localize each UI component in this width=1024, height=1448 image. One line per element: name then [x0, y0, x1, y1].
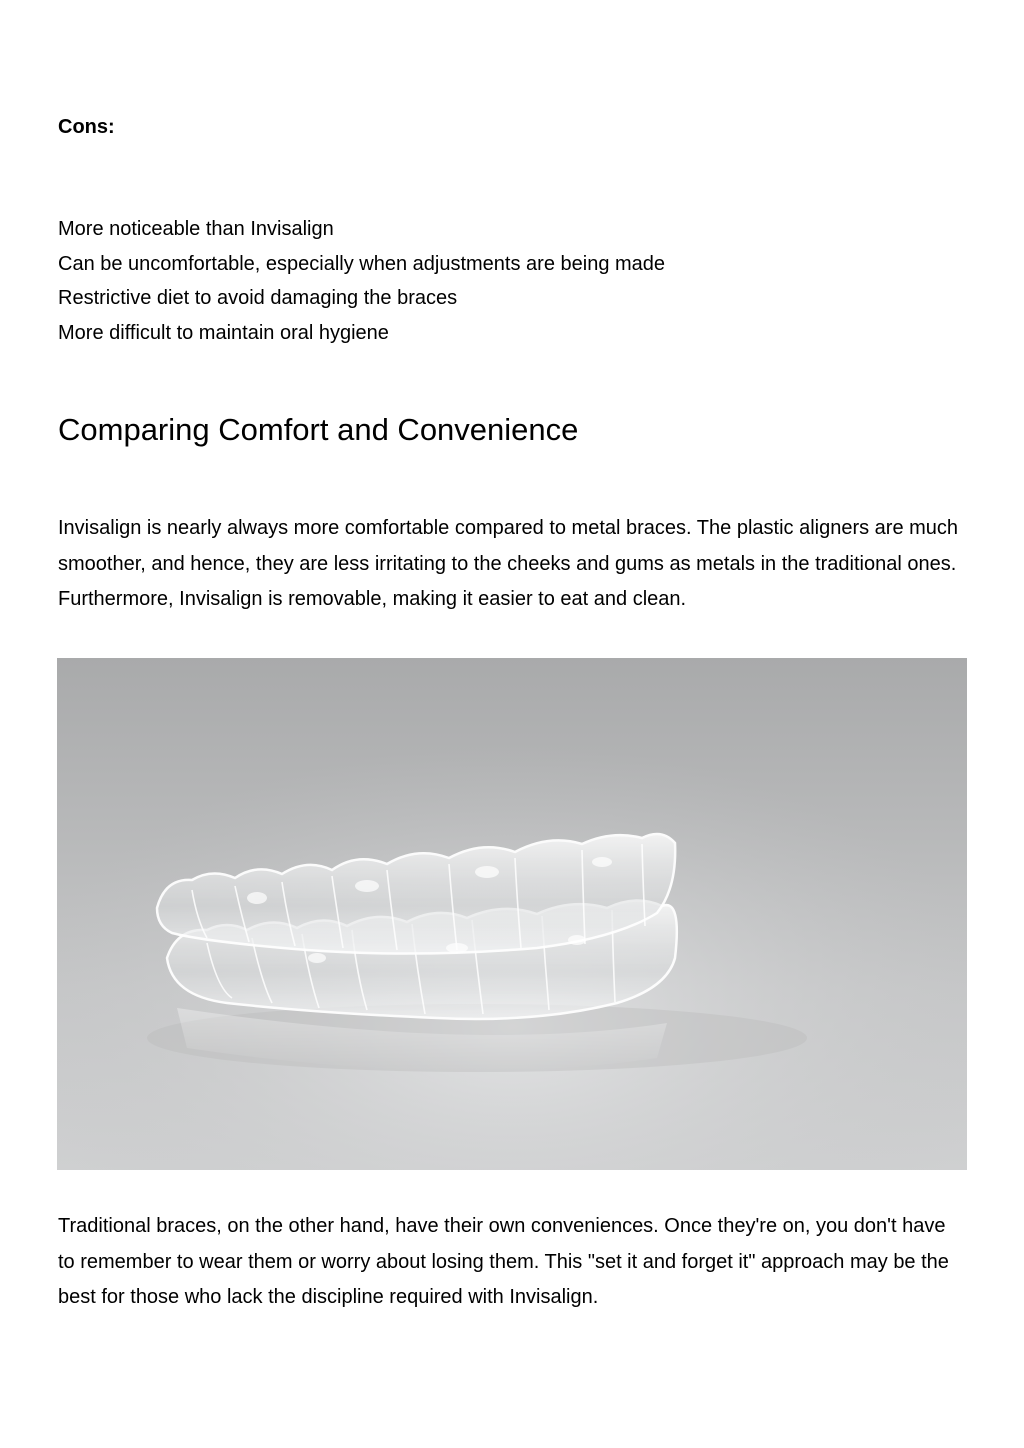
list-item: Can be uncomfortable, especially when adjustments are being made: [58, 252, 666, 275]
paragraph-traditional-braces: Traditional braces, on the other hand, have their own conveniences. Once they're on, you don't have to remember to wear them or worry about losing them. This "set it and forget it" approach may be the best for those who lack the discipline required with Invisalign.: [58, 1215, 949, 1308]
cons-label: Cons:: [58, 116, 115, 138]
section-heading: Comparing Comfort and Convenience: [58, 412, 579, 447]
list-item: More noticeable than Invisalign: [58, 218, 334, 240]
cons-list: [58, 212, 665, 350]
list-item: More difficult to maintain oral hygiene: [58, 321, 389, 344]
paragraph-comfort: Invisalign is nearly always more comfortable compared to metal braces. The plastic aligners are much smoother, and hence, they are less irritating to the cheeks and gums as metals in the traditional ones. Furthermore, Invisalign is removable, making it easier to eat and clean.: [58, 517, 959, 610]
clear-aligners-photo: [57, 658, 967, 1170]
aligners-illustration: [57, 658, 967, 1170]
list-item: Restrictive diet to avoid damaging the braces: [58, 287, 458, 309]
